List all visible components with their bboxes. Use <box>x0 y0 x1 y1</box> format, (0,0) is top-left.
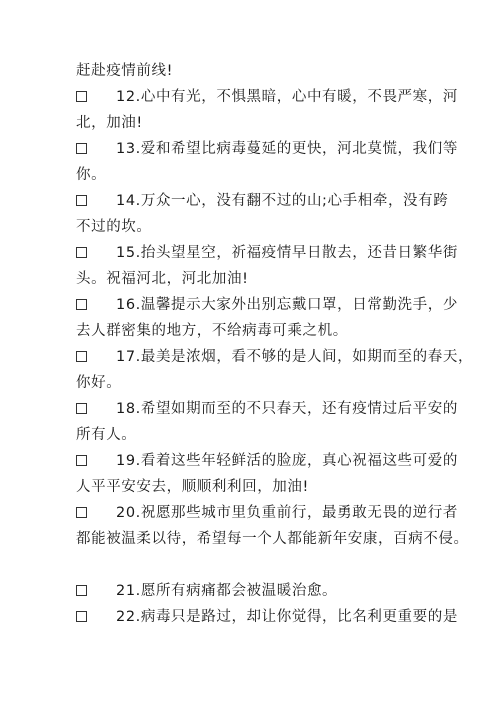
checkbox-icon[interactable] <box>76 247 87 258</box>
item-text: 19.看着这些年轻鲜活的脸庞，真心祝福这些可爱的 <box>116 453 458 469</box>
checkbox-icon[interactable] <box>76 195 87 206</box>
item-text: 15.抬头望星空，祈福疫情早日散去，还昔日繁华街 <box>116 245 458 261</box>
checkbox-icon[interactable] <box>76 455 87 466</box>
checkbox-icon[interactable] <box>76 91 87 102</box>
list-item <box>76 191 449 211</box>
lead-line: 赶赴疫情前线! <box>76 63 174 79</box>
item-text: 22.病毒只是路过，却让你觉得，比名利更重要的是 <box>116 609 458 625</box>
item-continuation: 你。 <box>76 167 107 183</box>
item-text: 20.祝愿那些城市里负重前行，最勇敢无畏的逆行者 <box>116 505 458 521</box>
list-item <box>76 607 458 627</box>
list-item <box>76 399 458 419</box>
item-text: 21.愿所有病痛都会被温暖治愈。 <box>116 583 338 599</box>
checkbox-icon[interactable] <box>76 403 87 414</box>
item-continuation: 所有人。 <box>76 427 137 443</box>
checkbox-icon[interactable] <box>76 143 87 154</box>
item-continuation: 不过的坎。 <box>76 219 152 235</box>
list-item <box>76 347 474 367</box>
item-continuation: 人平平安安去，顺顺利利回，加油! <box>76 479 309 495</box>
item-continuation: 头。祝福河北，河北加油! <box>76 271 249 287</box>
item-continuation: 去人群密集的地方，不给病毒可乘之机。 <box>76 323 348 339</box>
item-text: 13.爱和希望比病毒蔓延的更快，河北莫慌，我们等 <box>116 141 458 157</box>
list-item <box>76 139 458 159</box>
checkbox-icon[interactable] <box>76 351 87 362</box>
list-item <box>76 503 458 523</box>
item-continuation: 北，加油! <box>76 115 143 131</box>
item-text: 12.心中有光，不惧黑暗，心中有暖，不畏严寒，河 <box>116 89 458 105</box>
checkbox-icon[interactable] <box>76 507 87 518</box>
checkbox-icon[interactable] <box>76 585 87 596</box>
checkbox-icon[interactable] <box>76 299 87 310</box>
item-continuation: 你好。 <box>76 375 122 391</box>
list-item <box>76 451 458 471</box>
checkbox-icon[interactable] <box>76 611 87 622</box>
item-text: 14.万众一心，没有翻不过的山;心手相牵，没有跨 <box>116 193 449 209</box>
list-item <box>76 87 458 107</box>
list-item <box>76 243 458 263</box>
item-text: 18.希望如期而至的不只春天，还有疫情过后平安的 <box>116 401 458 417</box>
item-text: 17.最美是浓烟，看不够的是人间，如期而至的春天， <box>116 349 474 365</box>
item-text: 16.温馨提示大家外出别忘戴口罩，日常勤洗手，少 <box>116 297 458 313</box>
item-continuation: 都能被温柔以待，希望每一个人都能新年安康，百病不侵。 <box>76 531 469 547</box>
list-item <box>76 581 436 601</box>
list-item <box>76 295 458 315</box>
